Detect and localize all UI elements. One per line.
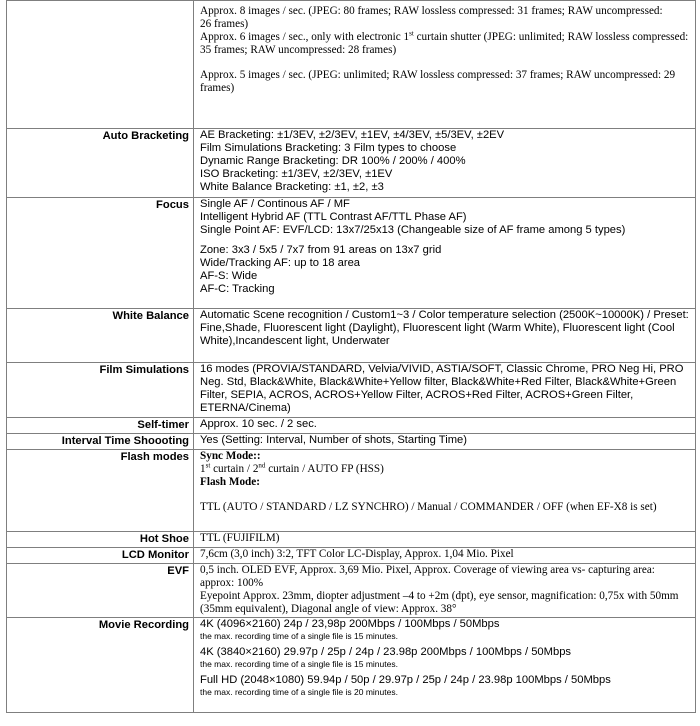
row-lcd-monitor — [7, 548, 696, 564]
continuous-sup: st — [409, 29, 414, 38]
row-key-focus: Focus — [7, 198, 194, 309]
row-key-flash-modes: Flash modes — [7, 450, 194, 532]
row-hot-shoe — [7, 532, 696, 548]
continuous-line-2 — [200, 31, 691, 57]
focus-line: Intelligent Hybrid AF (TTL Contrast AF/TTL Phase AF) — [200, 211, 467, 223]
continuous-line-2b: curtain shutter (JPEG: unlimited; RAW lossless compressed: 35 frames; RAW uncompressed: 28 frames) — [200, 31, 689, 56]
spec-table — [6, 0, 696, 713]
row-key-lcd-monitor: LCD Monitor — [7, 548, 194, 564]
white-balance-value: Automatic Scene recognition / Custom1~3 / Color temperature selection (2500K~10000K) / Preset: Fine,Shade, Fluorescent light (Daylight), Fluorescent light (Warm White), Fluorescent light (Cool White),Incandescent light, Underwater — [194, 309, 696, 363]
continuous-line-2a: Approx. 6 images / sec., only with electronic 1 — [200, 31, 410, 43]
focus-line: Wide/Tracking AF: up to 18 area — [200, 257, 361, 269]
movie-recording-value — [194, 618, 696, 713]
focus-line: AF-C: Tracking — [200, 283, 275, 295]
film-simulations-value: 16 modes (PROVIA/STANDARD, Velvia/VIVID, ASTIA/SOFT, Classic Chrome, PRO Neg Hi, PRO Neg. Std, Black&White, Black&White+Yellow filter, Black&White+Red Filter, Black&White+Green Filter, SEPIA, ACROS, ACROS+Yellow Filter, ACROS+Red Filter, ACROS+Green Filter, ETERNA/Cinema) — [194, 363, 696, 418]
sync-c: curtain / AUTO FP (HSS) — [265, 463, 384, 475]
row-key-hot-shoe: Hot Shoe — [7, 532, 194, 548]
flash-modes-value — [194, 450, 696, 532]
movie-mode-1: 4K (4096×2160) 24p / 23,98p 200Mbps / 100Mbps / 50Mbps — [200, 618, 500, 630]
row-film-simulations — [7, 363, 696, 418]
hot-shoe-value: TTL (FUJIFILM) — [194, 532, 696, 548]
bracketing-line: ISO Bracketing: ±1/3EV, ±2/3EV, ±1EV — [200, 168, 393, 180]
focus-line: Zone: 3x3 / 5x5 / 7x7 from 91 areas on 13x7 grid — [200, 244, 442, 256]
row-flash-modes — [7, 450, 696, 532]
movie-mode-3: Full HD (2048×1080) 59.94p / 50p / 29.97p / 25p / 24p / 23.98p 100Mbps / 50Mbps — [200, 674, 611, 686]
focus-value — [194, 198, 696, 309]
self-timer-value: Approx. 10 sec. / 2 sec. — [194, 418, 696, 434]
movie-note-1: the max. recording time of a single file is 15 minutes. — [200, 631, 398, 641]
continuous-value — [194, 1, 696, 129]
row-white-balance — [7, 309, 696, 363]
focus-line: AF-S: Wide — [200, 270, 258, 282]
sync-b: curtain / 2 — [210, 463, 259, 475]
sync-a: 1 — [200, 463, 206, 475]
sync-mode-title: Sync Mode:: — [200, 450, 261, 462]
sync-sup-2: nd — [258, 461, 266, 470]
row-key-bracketing: Auto Bracketing — [7, 129, 194, 198]
row-key-interval: Interval Time Shoooting — [7, 434, 194, 450]
row-key-film-simulations: Film Simulations — [7, 363, 194, 418]
focus-line: Single AF / Continous AF / MF — [200, 198, 350, 210]
row-key-self-timer: Self-timer — [7, 418, 194, 434]
continuous-line-3: Approx. 5 images / sec. (JPEG: unlimited; RAW lossless compressed: 37 frames; RAW uncompressed: 29 frames) — [200, 69, 676, 94]
bracketing-line: White Balance Bracketing: ±1, ±2, ±3 — [200, 181, 384, 193]
continuous-line-1a: Approx. 8 images / sec. (JPEG: 80 frames; RAW lossless compressed: 31 frames; RAW uncompressed: — [200, 5, 663, 17]
movie-note-3: the max. recording time of a single file is 20 minutes. — [200, 687, 398, 697]
evf-line-2: Eyepoint Approx. 23mm, diopter adjustment –4 to +2m (dpt), eye sensor, magnification: 0,75x with 50mm (35mm equivalent), Diagonal angle of view: Approx. 38° — [200, 590, 679, 615]
row-bracketing — [7, 129, 696, 198]
flash-mode-title: Flash Mode: — [200, 476, 260, 488]
evf-line-1: 0,5 inch. OLED EVF, Approx. 3,69 Mio. Pixel, Approx. Coverage of viewing area vs- capturing area: approx: 100% — [200, 564, 655, 589]
continuous-line-1b: 26 frames) — [200, 18, 249, 30]
bracketing-line: Dynamic Range Bracketing: DR 100% / 200% / 400% — [200, 155, 466, 167]
row-movie-recording — [7, 618, 696, 713]
sync-mode-text — [200, 463, 691, 476]
bracketing-line: AE Bracketing: ±1/3EV, ±2/3EV, ±1EV, ±4/3EV, ±5/3EV, ±2EV — [200, 129, 505, 141]
row-key-evf: EVF — [7, 564, 194, 618]
flash-mode-text: TTL (AUTO / STANDARD / LZ SYNCHRO) / Manual / COMMANDER / OFF (when EF-X8 is set) — [200, 501, 657, 513]
row-key-continuous — [7, 1, 194, 129]
sync-sup-1: st — [205, 461, 211, 470]
lcd-monitor-value: 7,6cm (3,0 inch) 3:2, TFT Color LC-Display, Approx. 1,04 Mio. Pixel — [194, 548, 696, 564]
row-key-movie-recording: Movie Recording — [7, 618, 194, 713]
evf-value — [194, 564, 696, 618]
movie-note-2: the max. recording time of a single file is 15 minutes. — [200, 659, 398, 669]
row-self-timer — [7, 418, 696, 434]
bracketing-line: Film Simulations Bracketing: 3 Film types to choose — [200, 142, 457, 154]
movie-mode-2: 4K (3840×2160) 29.97p / 25p / 24p / 23.98p 200Mbps / 100Mbps / 50Mbps — [200, 646, 572, 658]
row-continuous — [7, 1, 696, 129]
row-interval — [7, 434, 696, 450]
row-key-white-balance: White Balance — [7, 309, 194, 363]
interval-value: Yes (Setting: Interval, Number of shots, Starting Time) — [194, 434, 696, 450]
focus-line: Single Point AF: EVF/LCD: 13x7/25x13 (Changeable size of AF frame among 5 types) — [200, 224, 626, 236]
row-focus — [7, 198, 696, 309]
bracketing-value — [194, 129, 696, 198]
row-evf — [7, 564, 696, 618]
